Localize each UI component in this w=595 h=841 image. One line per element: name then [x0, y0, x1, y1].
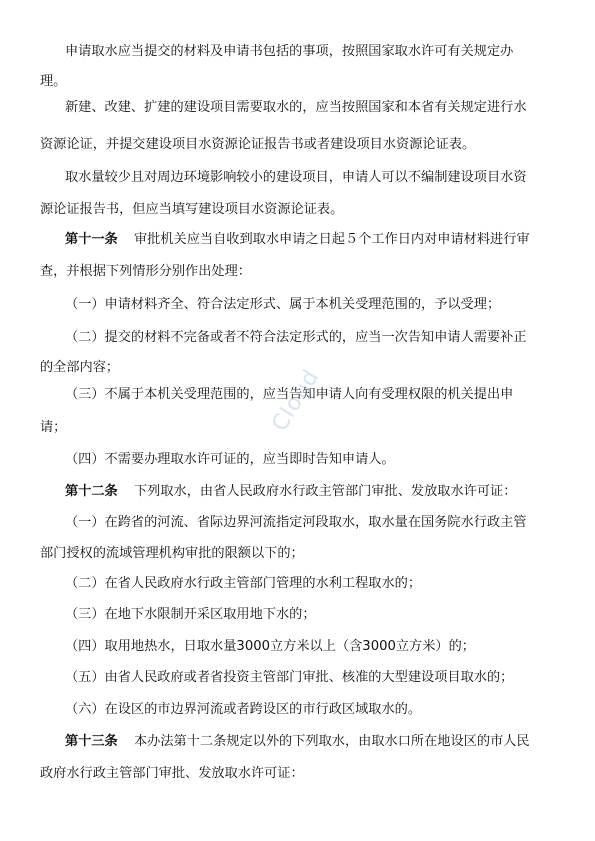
watermark-logo: Cloud — [267, 365, 325, 436]
text-line: （一）在跨省的河流、省际边界河流指定河段取水，取水量在国务院水行政主管 — [65, 515, 527, 530]
text-line: 政府水行政主管部门审批、发放取水许可证： — [40, 766, 304, 781]
text-line: （四）不需要办理取水许可证的，应当即时告知申请人。 — [65, 452, 395, 467]
text-line: 理。 — [40, 74, 67, 89]
article-heading: 第十一条 — [65, 232, 118, 247]
text-line: 请； — [40, 420, 67, 435]
text-line: 下列取水，由省人民政府水行政主管部门审批、发放取水许可证： — [134, 484, 517, 499]
text-line: 资源论证，并提交建设项目水资源论证报告书或者建设项目水资源论证表。 — [40, 137, 476, 152]
text-line: （六）在设区的市边界河流或者跨设区的市行政区域取水的。 — [65, 702, 422, 717]
text-line: 本办法第十二条规定以外的下列取水，由取水口所在地设区的市人民 — [134, 734, 530, 749]
text-line: （四）取用地热水，日取水量3000立方米以上（含3000立方米）的； — [65, 639, 475, 654]
text-line: （三）不属于本机关受理范围的，应当告知申请人向有受理权限的机关提出申 — [65, 387, 514, 402]
text-line: 申请取水应当提交的材料及申请书包括的事项，按照国家取水许可有关规定办 — [65, 44, 514, 59]
article-heading: 第十三条 — [65, 734, 118, 749]
text-line: （三）在地下水限制开采区取用地下水的； — [65, 607, 316, 622]
text-line: （二）在省人民政府水行政主管部门管理的水利工程取水的； — [65, 576, 422, 591]
text-line: 新建、改建、扩建的建设项目需要取水的，应当按照国家和本省有关规定进行水 — [65, 100, 527, 115]
text-line: 的全部内容； — [40, 360, 120, 375]
article-heading: 第十二条 — [65, 484, 118, 499]
text-line: 审批机关应当自收到取水申请之日起５个工作日内对申请材料进行审 — [134, 232, 530, 247]
text-line: 源论证报告书，但应当填写建设项目水资源论证表。 — [40, 202, 344, 217]
text-line: （一）申请材料齐全、符合法定形式、属于本机关受理范围的，予以受理； — [65, 297, 501, 312]
text-line: 取水量较少且对周边环境影响较小的建设项目，申请人可以不编制建设项目水资 — [65, 170, 527, 185]
text-line: （五）由省人民政府或者省投资主管部门审批、核准的大型建设项目取水的； — [65, 670, 514, 685]
text-line: （二）提交的材料不完备或者不符合法定形式的，应当一次告知申请人需要补正 — [65, 330, 527, 345]
text-line: 查，并根据下列情形分别作出处理： — [40, 264, 251, 279]
text-line: 部门授权的流域管理机构审批的限额以下的； — [40, 546, 304, 561]
